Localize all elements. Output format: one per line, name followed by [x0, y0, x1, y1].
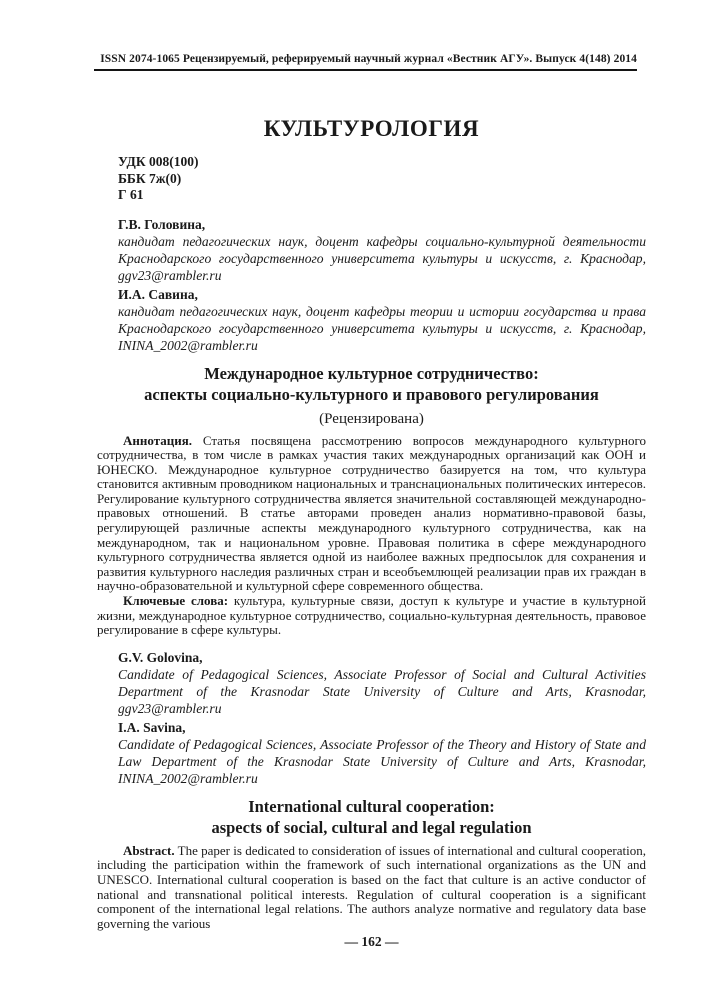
journal-header-text: ISSN 2074-1065 Рецензируемый, реферируемый научный журнал «Вестник АГУ». Выпуск 4(148) 2014	[100, 53, 637, 65]
bbk-code: ББК 7ж(0)	[118, 170, 182, 186]
author-affiliation: Candidate of Pedagogical Sciences, Associate Professor of Social and Cultural Activities Department of the Krasnodar State University of Culture and Arts, Krasnodar, ggv23@rambler.ru	[118, 666, 646, 716]
udc-code: УДК 008(100)	[118, 154, 199, 169]
abstract-en-paragraph	[97, 844, 646, 932]
header-rule	[94, 69, 637, 71]
author-en-1	[97, 650, 646, 717]
author-en-2	[97, 720, 646, 787]
article-title-ru	[97, 363, 646, 405]
keywords-ru-label: Ключевые слова:	[123, 593, 229, 609]
abstract-en-text: The paper is dedicated to consideration of issues of international and cultural cooperation, including the participation within the framework of such international organizations as the UN and UNESCO. International cultural cooperation is based on the fact that culture is an active conductor of national and transnational political interests. Regulation of cultural cooperation is a significant component of the international legal relations. The authors analyze normative and regulatory data base governing the various	[97, 842, 647, 931]
abstract-ru-paragraph	[97, 434, 646, 595]
keywords-ru-paragraph	[97, 594, 646, 638]
reviewed-note: (Рецензирована)	[319, 410, 424, 427]
author-name: Г.В. Головина,	[118, 216, 206, 232]
article-title-ru-line1: Международное культурное сотрудничество:	[204, 363, 539, 383]
abstract-en-label: Abstract.	[123, 842, 175, 858]
article-title-en-line2: aspects of social, cultural and legal regulation	[211, 817, 532, 837]
abstract-ru-label: Аннотация.	[123, 432, 193, 448]
section-title: КУЛЬТУРОЛОГИЯ	[263, 116, 480, 141]
page-number: — 162 —	[344, 934, 399, 950]
article-title-en-line1: International cultural cooperation:	[248, 796, 495, 816]
article-title-en	[97, 796, 646, 838]
abstract-ru-text: Статья посвящена рассмотрению вопросов международного культурного сотрудничества, в том числе в рамках участия таких международных организаций как ООН и ЮНЕСКО. Международное культурное сотрудничество базируется на том, что культура становится активным проводником национальных и транснациональных политических интересов. Регулирование культурного сотрудничества является значительной составляющей международно-правовых отношений. В статье авторами проведен анализ нормативно-правовой базы, регулирующей различные аспекты международного культурного сотрудничества, как на международном, так и национальном уровне. Правовая политика в сфере международного культурного сотрудничества является одной из наиболее важных предпосылок для сохранения и развития культурного наследия различных стран и всеобъемлющей реализации прав их граждан в научно-образовательной и культурной сфере современного общества.	[97, 432, 647, 594]
author-name: I.A. Savina,	[118, 719, 186, 735]
page-content	[97, 110, 646, 950]
classification-block	[97, 154, 646, 204]
author-ru-1	[97, 217, 646, 284]
author-name: И.А. Савина,	[118, 286, 198, 302]
author-affiliation: Candidate of Pedagogical Sciences, Associate Professor of the Theory and History of State and Law Department of the Krasnodar State University of Culture and Arts, Krasnodar, ININA_2002@rambler.ru	[118, 736, 646, 786]
author-affiliation: кандидат педагогических наук, доцент кафедры теории и истории государства и права Краснодарского государственного университета культуры и искусств, г. Краснодар, ININA_2002@rambler.ru	[118, 303, 646, 353]
author-name: G.V. Golovina,	[118, 649, 203, 665]
author-ru-2	[97, 287, 646, 354]
keywords-ru-text: культура, культурные связи, доступ к культуре и участие в культурной жизни, международное культурное сотрудничество, социально-культурная деятельность, правовое регулирование в сфере культуры.	[97, 593, 647, 638]
author-affiliation: кандидат педагогических наук, доцент кафедры социально-культурной деятельности Краснодарского государственного университета культуры и искусств, г. Краснодар, ggv23@rambler.ru	[118, 233, 646, 283]
journal-header	[94, 53, 637, 71]
article-title-ru-line2: аспекты социально-культурного и правового регулирования	[144, 384, 599, 404]
author-sign-code: Г 61	[118, 187, 144, 202]
